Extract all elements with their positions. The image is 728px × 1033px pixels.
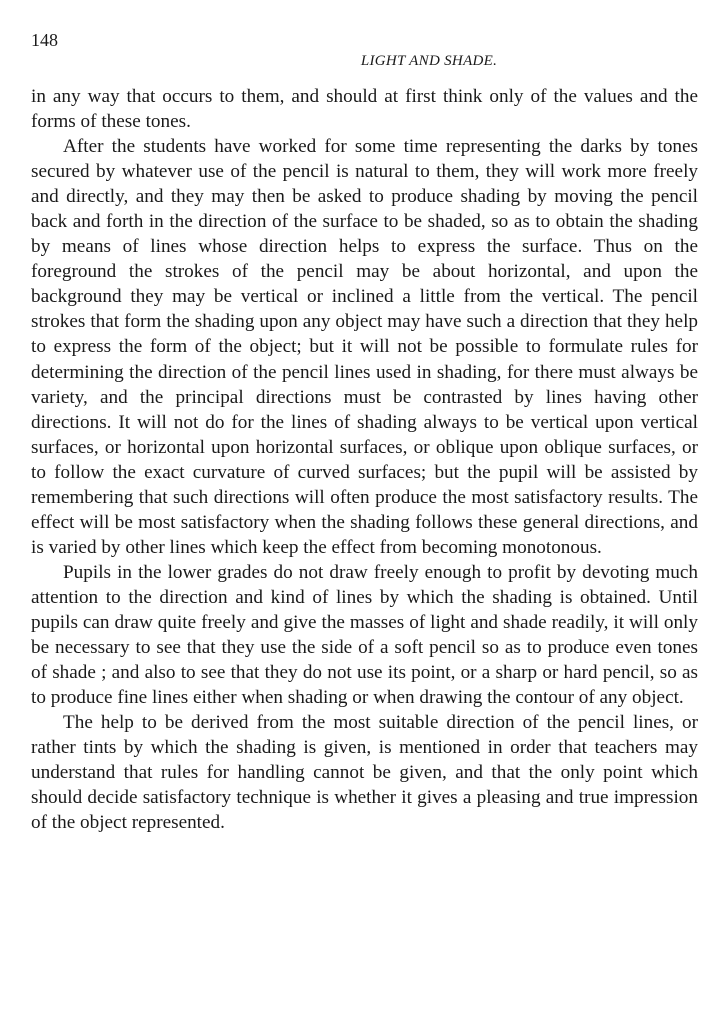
page-number: 148 xyxy=(31,30,58,50)
paragraph-continuation: in any way that occurs to them, and should at first think only of the values and the forms of these tones. xyxy=(31,86,698,133)
paragraph: The help to be derived from the most suitable direction of the pencil lines, or rather tints by which the shading is given, is mentioned in order that teachers may understand that rules for handling cannot be given, and that the only point which should decide satisfactory technique is whether it gives a pleasing and true impression of the object represented. xyxy=(31,712,698,834)
body-text xyxy=(31,84,698,835)
paragraph: Pupils in the lower grades do not draw freely enough to profit by devoting much attention to the direction and kind of lines by which the shading is obtained. Until pupils can draw quite freely and give the masses of light and shade readily, it will only be necessary to see that they use the side of a soft pencil so as to produce even tones of shade ; and also to see that they do not use its point, or a sharp or hard pencil, so as to produce fine lines either when shading or when drawing the contour of any object. xyxy=(31,561,698,709)
paragraph: After the students have worked for some time representing the darks by tones secured by whatever use of the pencil is natural to them, they will work more freely and directly, and they may then be asked to produce shading by moving the pencil back and forth in the direction of the surface to be shaded, so as to obtain the shading by means of lines whose direction helps to express the surface. Thus on the foreground the strokes of the pencil may be about horizontal, and upon the background they may be vertical or inclined a little from the vertical. The pencil strokes that form the shading upon any object may have such a direction that they help to express the form of the object; but it will not be possible to formulate rules for determining the direction of the pencil lines used in shading, for there must always be variety, and the principal directions must be contrasted by lines having other directions. It will not do for the lines of shading always to be vertical upon vertical surfaces, or horizontal upon horizontal surfaces, or oblique upon oblique surfaces, or to follow the exact curvature of curved surfaces; but the pupil will be assisted by remembering that such directions will often produce the most satisfactory results. The effect will be most satisfactory when the shading follows these general directions, and is varied by other lines which keep the effect from becoming monotonous. xyxy=(31,136,698,558)
running-head: LIGHT AND SHADE. xyxy=(360,53,498,69)
